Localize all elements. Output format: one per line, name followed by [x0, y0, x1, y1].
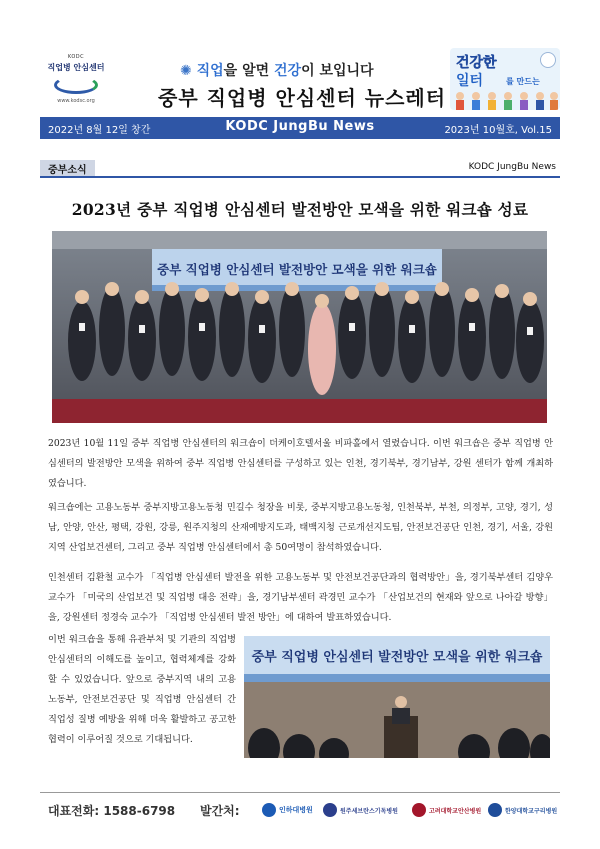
- section-tag: 중부소식: [40, 160, 95, 176]
- hospital-emblem-icon: [323, 803, 337, 817]
- kodc-logo: [40, 50, 112, 108]
- badge-line2-suffix: 를 만드는: [506, 77, 540, 86]
- section-header: [40, 160, 560, 178]
- hospital-name: 고려대학교안산병원: [429, 807, 482, 815]
- publisher-label: 발간처:: [200, 804, 240, 818]
- contact-phone: 대표전화: 1588-6798: [48, 804, 176, 818]
- logo-org-small: KODC: [67, 54, 85, 60]
- hospital-logo-inha: [262, 799, 313, 821]
- logo-org-main: 직업병 안심센터: [47, 63, 105, 72]
- badge-line2: 일터: [456, 73, 484, 89]
- photo-banner-text: 중부 직업병 안심센터 발전방안 모색을 위한 워크숍: [157, 262, 437, 277]
- workshop-presentation-photo: [244, 636, 550, 758]
- article-paragraph-4: 이번 워크숍을 통해 유관부처 및 기관의 직업병 안심센터의 이해도를 높이고, 협력체계를 강화할 수 있었습니다. 앞으로 중부지역 내의 고용노동부, 안전보건공단 및 직업병 안심센터 간 직업성 질병 예방을 위해 더욱 활발하고 공고한 협력이 이루어질 것으로 기대됩니다.: [48, 634, 236, 745]
- slogan-post: 이 보입니다: [301, 63, 374, 79]
- article-paragraph-3: 인천센터 김환철 교수가 「직업병 안심센터 발전을 위한 고용노동부 및 안전보건공단과의 협력방안」을, 경기북부센터 김양우 교수가 「미국의 산업보건 및 직업병 대응 전략」을, 경기남부센터 곽경민 교수가 「산업보건의 현재와 앞으로 나아갈 방향」을, 강원센터 정경숙 교수가 「직업병 안심센터 발전 방안」에 대하여 발표하였습니다.: [48, 572, 553, 623]
- hospital-name: 원주세브란스기독병원: [340, 807, 398, 815]
- hospital-emblem-icon: [412, 803, 426, 817]
- badge-line1: 건강한: [456, 55, 497, 71]
- footer: [40, 792, 560, 826]
- hospital-name: 한양대학교구리병원: [505, 807, 558, 815]
- founded-date: 2022년 8월 12일 창간: [48, 125, 151, 136]
- workshop-group-photo: [52, 231, 547, 423]
- section-right-label: KODC JungBu News: [468, 162, 556, 172]
- issue-number: 2023년 10월호, Vol.15: [444, 125, 552, 136]
- hospital-logo-korea-ansan: [412, 799, 481, 821]
- logo-website: www.kodsc.org: [57, 98, 95, 104]
- campaign-badge: [450, 48, 560, 110]
- hospital-name: 인하대병원: [279, 806, 313, 814]
- issue-banner: [40, 117, 560, 139]
- newsletter-name: KODC JungBu News: [225, 119, 375, 134]
- slogan-pre: 직업: [196, 63, 224, 79]
- article-paragraph-1: 2023년 10월 11일 중부 직업병 안심센터의 워크숍이 더케이호텔서울 비파홀에서 열렸습니다. 이번 워크숍은 중부 직업병 안심센터의 발전방안 모색을 위하여 중부 직업병 안심센터를 구성하고 있는 인천, 경기북부, 경기남부, 강원 센터가 함께 개최하였습니다.: [48, 438, 553, 489]
- photo2-banner-text: 중부 직업병 안심센터 발전방안 모색을 위한 워크숍: [251, 650, 543, 665]
- slogan-mid: 을 알면: [223, 63, 274, 79]
- newsletter-title: 중부 직업병 안심센터 뉴스레터: [158, 86, 447, 110]
- hospital-emblem-icon: [262, 803, 276, 817]
- sparkle-icon: ✺: [180, 63, 192, 79]
- slogan-keyword: 건강: [274, 63, 302, 79]
- hospital-logo-wonju: [323, 799, 398, 821]
- slogan: [180, 60, 374, 80]
- logo-mark-icon: [54, 76, 98, 94]
- article-title: 2023년 중부 직업병 안심센터 발전방안 모색을 위한 워크숍 성료: [71, 200, 529, 219]
- workers-illustration-icon: [450, 88, 560, 110]
- seal-icon: [540, 52, 556, 68]
- hospital-logo-hanyang-guri: [488, 799, 557, 821]
- article-paragraph-2: 워크숍에는 고용노동부 중부지방고용노동청 민길수 청장을 비롯, 중부지방고용노동청, 인천북부, 부천, 의정부, 고양, 경기, 성남, 안양, 안산, 평택, 강원, 강릉, 원주지청의 산재예방지도과, 태백지청 근로개선지도팀, 안전보건공단 인천, 경기, 서울, 강원지역 산업보건센터, 그리고 중부 직업병 안심센터에서 총 50여명이 참석하였습니다.: [48, 502, 553, 553]
- hospital-emblem-icon: [488, 803, 502, 817]
- newsletter-header: [0, 0, 600, 118]
